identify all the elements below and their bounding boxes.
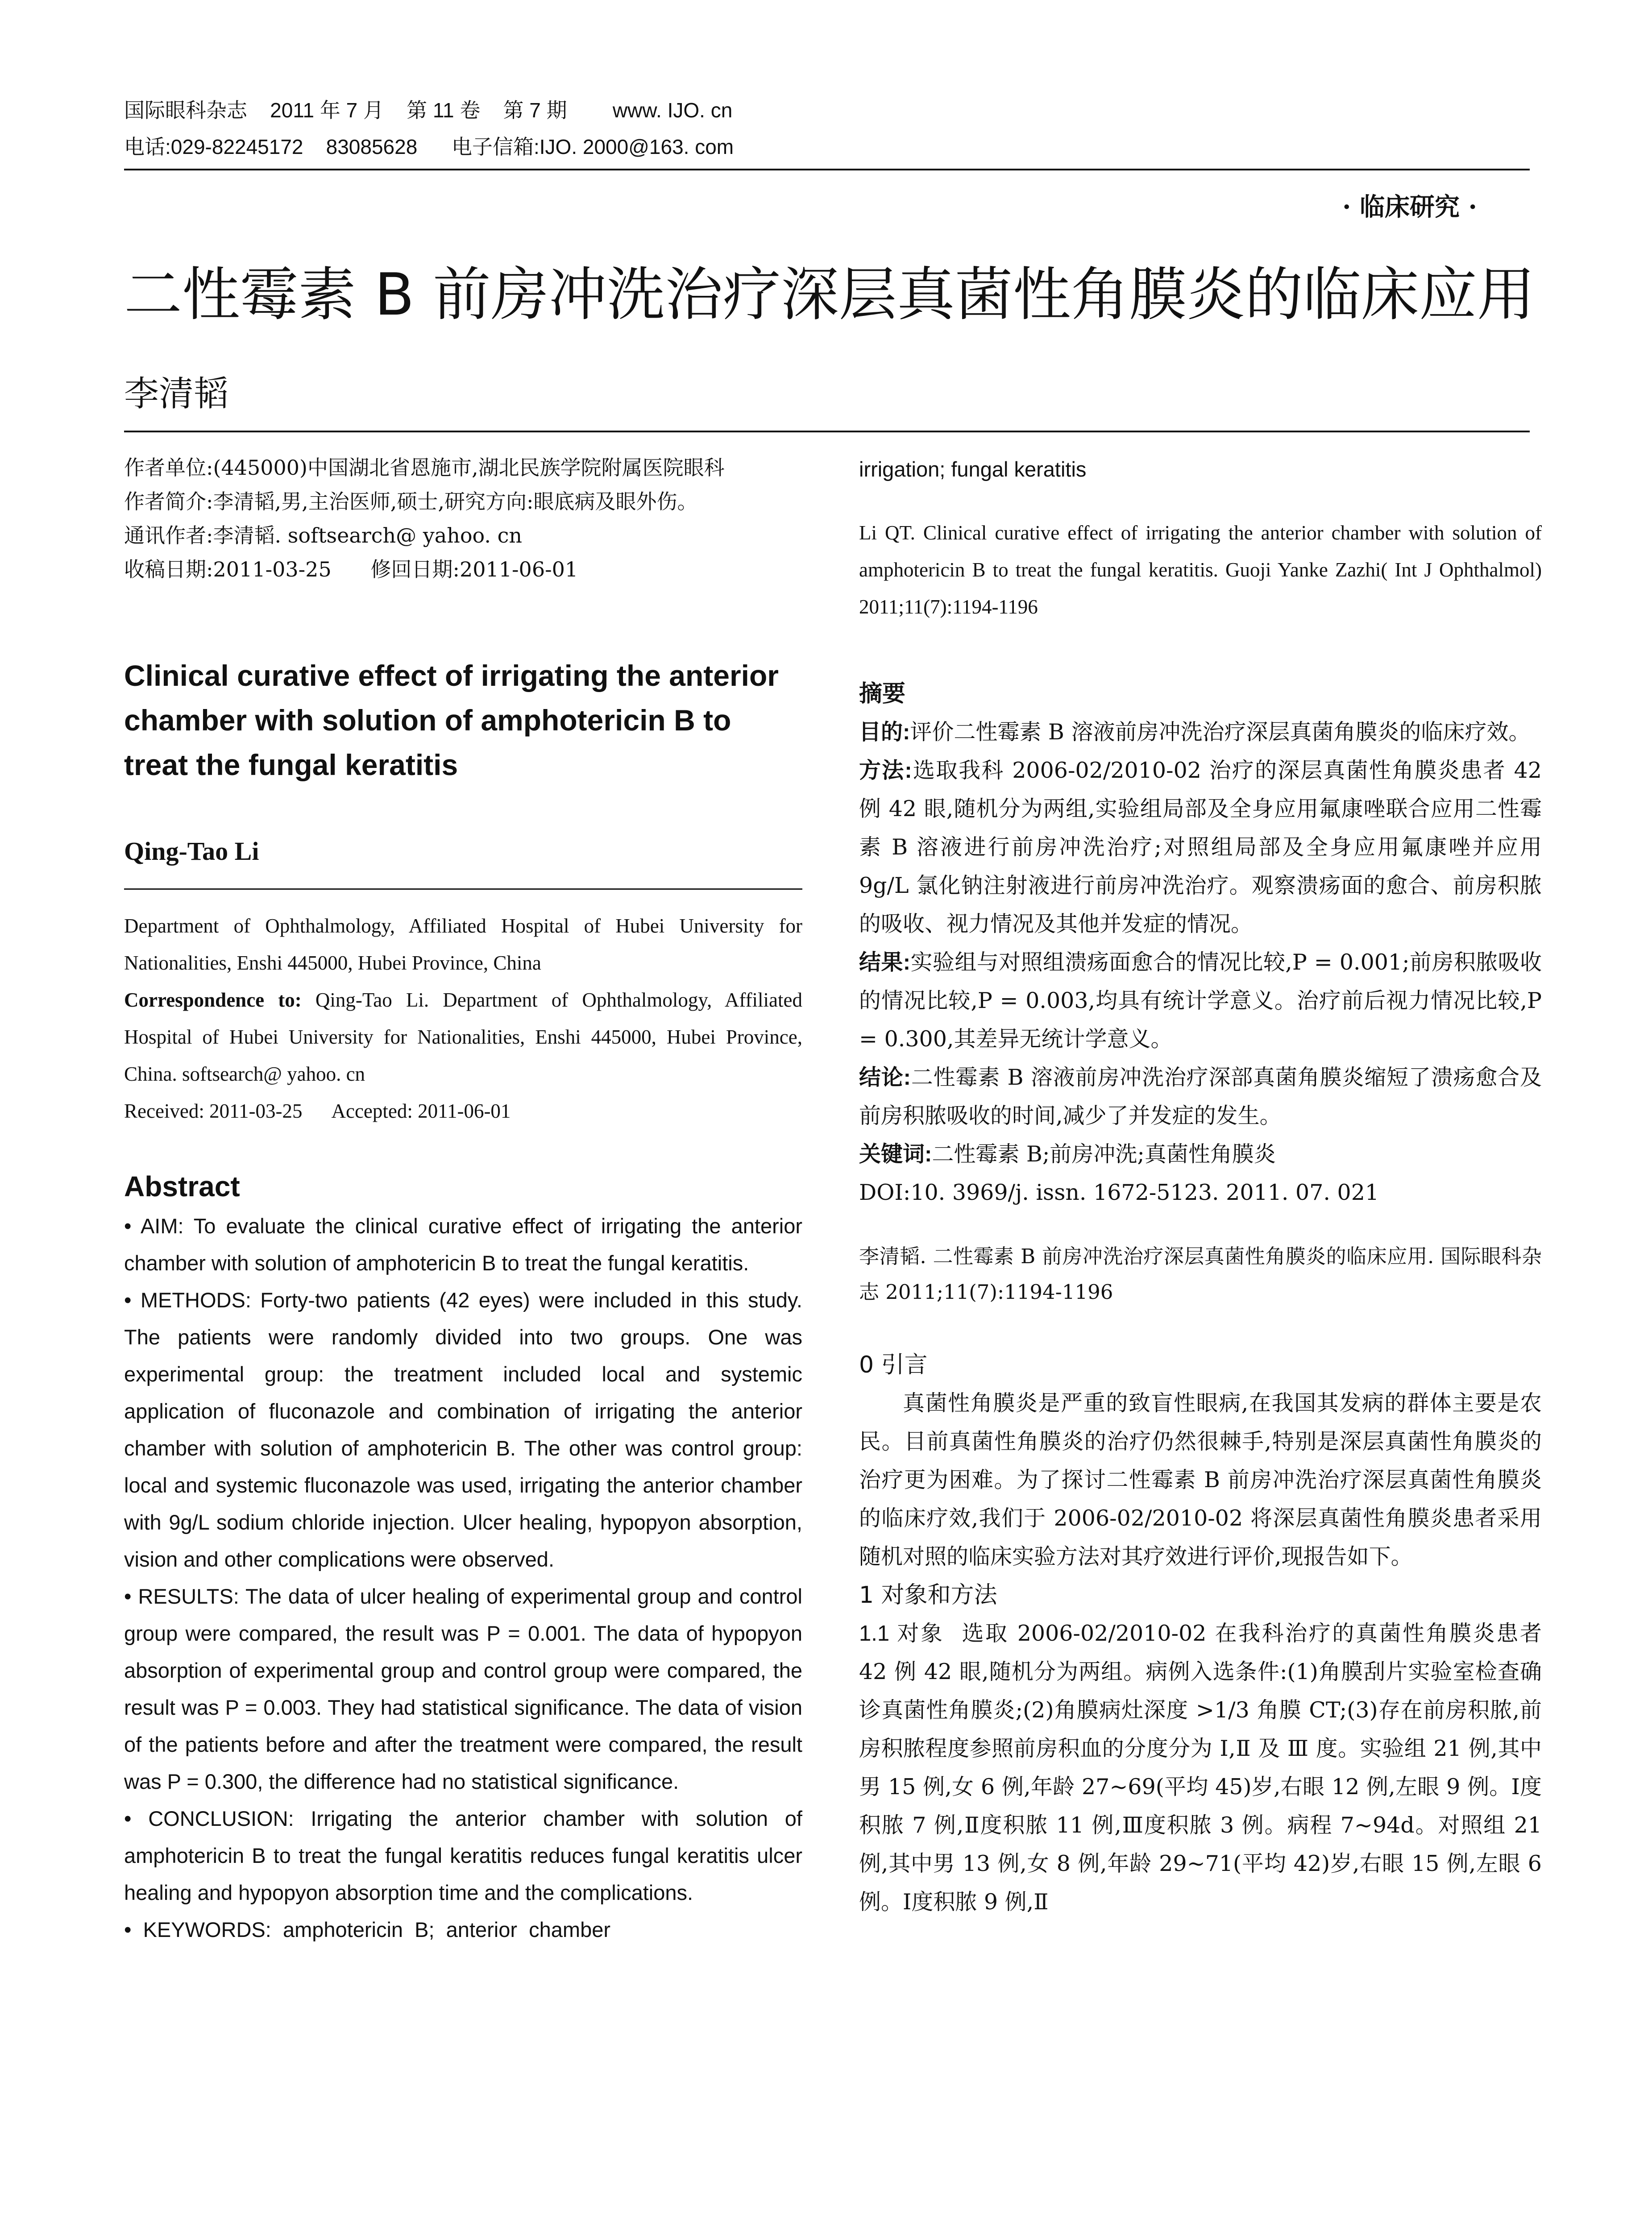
conclusion-cn-text: 二性霉素 B 溶液前房冲洗治疗深部真菌角膜炎缩短了溃疡愈合及前房积脓吸收的时间,减少了并发症的发生。: [859, 1065, 1542, 1128]
article-title-cn: 二性霉素 B 前房冲洗治疗深层真菌性角膜炎的临床应用: [124, 261, 1535, 328]
section11-body: 选取 2006-02/2010-02 在我科治疗的真菌性角膜炎患者 42 例 42 眼,随机分为两组。病例入选条件:(1)角膜刮片实验室检查确诊真菌性角膜炎;(2)角膜病灶深度 >1/3 角膜 CT;(3)存在前房积脓,前房积脓程度参照前房积血的分度分为 Ⅰ,Ⅱ 及 Ⅲ 度。实验组 21 例,其中男 15 例,女 6 例,年龄 27~69(平均 45)岁,右眼 12 例,左眼 9 例。Ⅰ度积脓 7 例,Ⅱ度积脓 11 例,Ⅲ度积脓 3 例。病程 7~94d。对照组 21 例,其中男 13 例,女 8 例,年龄 29~71(平均 42)岁,右眼 15 例,左眼 6 例。Ⅰ度积脓 9 例,Ⅱ: [859, 1621, 1542, 1915]
section11-label: 1.1 对象: [859, 1621, 944, 1646]
keywords-cn-text: 二性霉素 B;前房冲洗;真菌性角膜炎: [932, 1141, 1276, 1167]
running-header-line1: 国际眼科杂志 2011 年 7 月 第 11 卷 第 7 期 www. IJO. cn: [124, 99, 733, 122]
aim-cn-text: 评价二性霉素 B 溶液前房冲洗治疗深层真菌角膜炎的临床疗效。: [910, 719, 1531, 745]
author-bio-cn: 作者简介:李清韬,男,主治医师,硕士,研究方向:眼底病及眼外伤。: [124, 489, 698, 514]
received-accepted: Received: 2011-03-25 Accepted: 2011-06-01: [124, 1100, 511, 1122]
keywords-cn-label: 关键词:: [859, 1142, 932, 1166]
section-tag: · 临床研究 ·: [1342, 192, 1477, 222]
citation-cn: 李清韬. 二性霉素 B 前房冲洗治疗深层真菌性角膜炎的临床应用. 国际眼科杂志 2011;11(7):1194-1196: [859, 1244, 1542, 1304]
intro-text: 真菌性角膜炎是严重的致盲性眼病,在我国其发病的群体主要是农民。目前真菌性角膜炎的治疗仍然很棘手,特别是深层真菌性角膜炎的治疗更为困难。为了探讨二性霉素 B 前房冲洗治疗深层真菌性角膜炎的临床疗效,我们于 2006-02/2010-02 将深层真菌性角膜炎患者采用随机对照的临床实验方法对其疗效进行评价,现报告如下。: [859, 1390, 1542, 1569]
abstract-heading: Abstract: [124, 1170, 240, 1203]
conclusion-cn-label: 结论:: [859, 1066, 911, 1090]
correspondence-cn: 通讯作者:李清韬. softsearch@ yahoo. cn: [124, 523, 523, 547]
abstract-aim: • AIM: To evaluate the clinical curative effect of irrigating the anterior chamber with solution of amphotericin B to treat the fungal keratitis.: [124, 1214, 802, 1275]
author-en: Qing-Tao Li: [124, 837, 259, 866]
header-rule: [124, 169, 1530, 170]
intro-heading: 0 引言: [859, 1352, 928, 1378]
methods-cn-text: 选取我科 2006-02/2010-02 治疗的深层真菌性角膜炎患者 42 例 42 眼,随机分为两组,实验组局部及全身应用氟康唑联合应用二性霉素 B 溶液进行前房冲洗治疗;对照组局部及全身应用氟康唑并应用 9g/L 氯化钠注射液进行前房冲洗治疗。观察溃疡面的愈合、前房积脓的吸收、视力情况及其他并发症的情况。: [859, 758, 1542, 937]
abstract-cn-results: [859, 943, 1542, 1058]
citation-en: Li QT. Clinical curative effect of irrigating the anterior chamber with solution of amphotericin B to treat the fungal keratitis. Guoji Yanke Zazhi( Int J Ophthalmol) 2011;11(7):1194-1196: [859, 522, 1542, 618]
title-rule: [124, 431, 1530, 432]
keywords-continued: irrigation; fungal keratitis: [859, 457, 1087, 481]
keywords-cn: [859, 1135, 1542, 1174]
doi: DOI:10. 3969/j. issn. 1672-5123. 2011. 07. 021: [859, 1180, 1379, 1205]
dates-cn: 收稿日期:2011-03-25 修回日期:2011-06-01: [124, 557, 578, 581]
abstract-keywords: • KEYWORDS: amphotericin B; anterior chamber: [124, 1918, 610, 1941]
abstract-cn-conclusion: [859, 1058, 1542, 1135]
correspondence-label: Correspondence to:: [124, 989, 302, 1011]
department-en: Department of Ophthalmology, Affiliated Hospital of Hubei University for Nationalities, Enshi 445000, Hubei Province, China: [124, 915, 802, 974]
article-title-en: Clinical curative effect of irrigating the anterior chamber with solution of amphotericin B to treat the fungal keratitis: [124, 659, 779, 781]
affiliation-cn: 作者单位:(445000)中国湖北省恩施市,湖北民族学院附属医院眼科: [124, 456, 725, 480]
section11-text: [859, 1614, 1542, 1921]
running-header-line2: 电话:029-82245172 83085628 电子信箱:IJO. 2000@163. com: [124, 135, 734, 158]
abstract-methods: • METHODS: Forty-two patients (42 eyes) were included in this study. The patients were randomly divided into two groups. One was experimental group: the treatment included local and systemic application of fluconazole and combination of irrigating the anterior chamber with solution of amphotericin B. The other was control group: local and systemic fluconazole was used, irrigating the anterior chamber with 9g/L sodium chloride injection. Ulcer healing, hypopyon absorption, vision and other complications were observed.: [124, 1288, 802, 1571]
right-column: [859, 451, 1542, 1921]
author-cn: 李清韬: [124, 374, 229, 414]
results-cn-text: 实验组与对照组溃疡面愈合的情况比较,P = 0.001;前房积脓吸收的情况比较,P = 0.003,均具有统计学意义。治疗前后视力情况比较,P = 0.300,其差异无统计学意义。: [859, 950, 1542, 1052]
abstract-cn-methods: [859, 751, 1542, 943]
left-column: [124, 451, 802, 1948]
abstract-cn-aim: [859, 713, 1542, 751]
correspondence-en: [124, 982, 802, 1093]
abstract-cn-heading: 摘要: [859, 680, 906, 707]
aim-cn-label: 目的:: [859, 720, 910, 744]
abstract-results: • RESULTS: The data of ulcer healing of experimental group and control group were compared, the result was P = 0.001. The data of hypopyon absorption of experimental group and control group were compared, the result was P = 0.003. They had statistical significance. The data of vision of the patients before and after the treatment were compared, the result was P = 0.300, the difference had no statistical significance.: [124, 1584, 802, 1793]
results-cn-label: 结果:: [859, 950, 911, 975]
methods-cn-label: 方法:: [859, 759, 912, 783]
section1-heading: 1 对象和方法: [859, 1582, 997, 1609]
correspondence-text: Qing-Tao Li. Department of Ophthalmology, Affiliated Hospital of Hubei University for Nationalities, Enshi 445000, Hubei Province, China. softsearch@ yahoo. cn: [124, 989, 802, 1085]
author-rule: [124, 888, 802, 890]
abstract-conclusion: • CONCLUSION: Irrigating the anterior chamber with solution of amphotericin B to treat the fungal keratitis reduces fungal keratitis ulcer healing and hypopyon absorption time and the complications.: [124, 1807, 802, 1904]
